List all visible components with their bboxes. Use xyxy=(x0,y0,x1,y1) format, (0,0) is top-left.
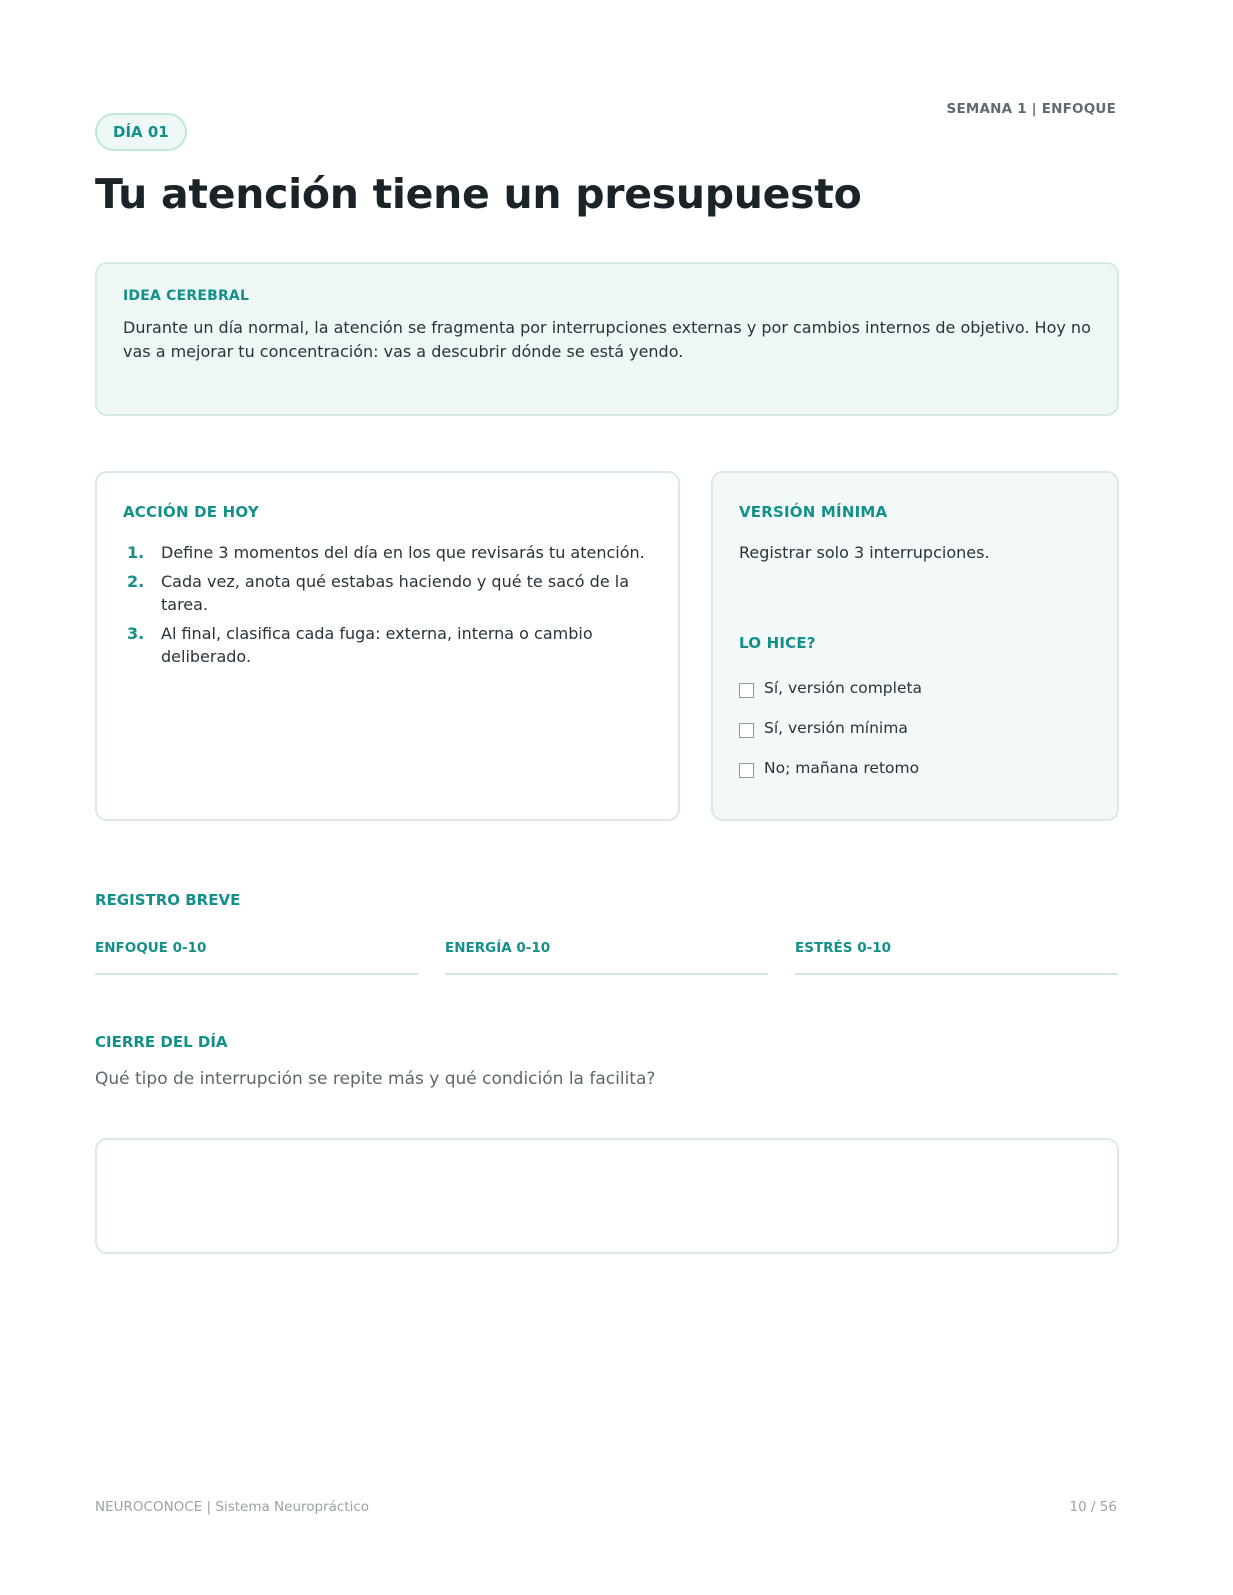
step-number: 3. xyxy=(127,624,145,643)
action-steps xyxy=(123,541,652,668)
checkbox-label: Sí, versión mínima xyxy=(764,719,908,737)
list-item xyxy=(123,541,652,564)
done-checklist xyxy=(739,670,1091,790)
step-number: 2. xyxy=(127,572,145,591)
step-number: 1. xyxy=(127,543,145,562)
page-title: Tu atención tiene un presupuesto xyxy=(95,170,862,218)
checkbox-label: Sí, versión completa xyxy=(764,679,923,697)
idea-text: Durante un día normal, la atención se fragmenta por interrupciones externas y por cambios internos de objetivo. Hoy no vas a mejorar tu concentración: vas a descubrir dónde se está yendo. xyxy=(123,318,1091,361)
step-text: Define 3 momentos del día en los que revisarás tu atención. xyxy=(161,543,645,562)
checkbox-resume-tomorrow[interactable] xyxy=(739,750,1091,790)
registro-title: REGISTRO BREVE xyxy=(95,891,241,909)
done-label: LO HICE? xyxy=(739,634,816,652)
closing-title: CIERRE DEL DÍA xyxy=(95,1033,228,1051)
idea-label: IDEA CEREBRAL xyxy=(123,288,250,304)
checkbox[interactable] xyxy=(739,763,754,778)
page-number: 10 / 56 xyxy=(1069,1499,1117,1515)
minimum-version-box xyxy=(711,471,1119,821)
action-label: ACCIÓN DE HOY xyxy=(123,503,259,521)
closing-question: Qué tipo de interrupción se repite más y qué condición la facilita? xyxy=(95,1069,656,1089)
week-label: SEMANA 1 | ENFOQUE xyxy=(946,101,1116,117)
energy-field[interactable]: ENERGÍA 0-10 xyxy=(445,940,768,975)
stress-field[interactable]: ESTRÉS 0-10 xyxy=(795,940,1118,975)
action-box xyxy=(95,471,680,821)
checkbox[interactable] xyxy=(739,683,754,698)
focus-field[interactable]: ENFOQUE 0-10 xyxy=(95,940,418,975)
minimum-label: VERSIÓN MÍNIMA xyxy=(739,503,888,521)
step-text: Al final, clasifica cada fuga: externa, interna o cambio deliberado. xyxy=(161,624,593,666)
day-badge: DÍA 01 xyxy=(95,113,187,151)
checkbox-label: No; mañana retomo xyxy=(764,759,920,777)
idea-box xyxy=(95,262,1119,416)
checkbox-full-version[interactable] xyxy=(739,670,1091,710)
minimum-text: Registrar solo 3 interrupciones. xyxy=(739,543,990,562)
step-text: Cada vez, anota qué estabas haciendo y qué te sacó de la tarea. xyxy=(161,572,630,614)
list-item xyxy=(123,622,652,668)
closing-answer-field[interactable] xyxy=(95,1138,1119,1254)
list-item xyxy=(123,570,652,616)
footer-brand: NEUROCONOCE | Sistema Neuropráctico xyxy=(95,1499,370,1515)
checkbox-minimum-version[interactable] xyxy=(739,710,1091,750)
checkbox[interactable] xyxy=(739,723,754,738)
